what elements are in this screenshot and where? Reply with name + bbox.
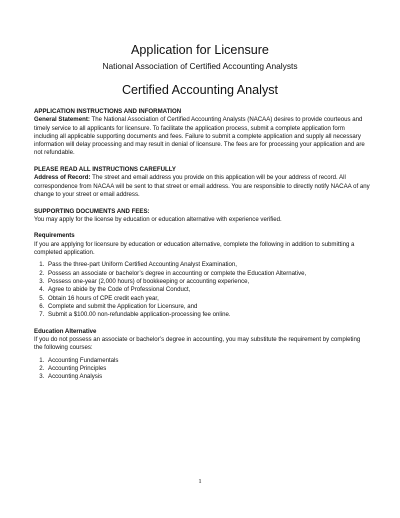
courses-list (34, 357, 370, 382)
list-item: 6. Complete and submit the Application for Licensure, and (46, 303, 370, 311)
list-item: 5. Obtain 16 hours of CPE credit each year, (46, 295, 370, 303)
list-item: 1. Accounting Fundamentals (46, 357, 370, 365)
list-item: 2. Possess an associate or bachelor’s degree in accounting or complete the Education Alternative, (46, 270, 370, 278)
list-item: 1. Pass the three-part Uniform Certified Accounting Analyst Examination, (46, 261, 370, 269)
page-title: Application for Licensure (131, 43, 269, 57)
supporting-heading: SUPPORTING DOCUMENTS AND FEES: (34, 207, 150, 215)
document-body (34, 108, 370, 382)
address-of-record-text: The street and email address you provide on this application will be your address of record. All correspondence from NACAA will be sent to that street or email address. You are responsible to directly notify NACAA of any change to your street or email address. (34, 174, 370, 198)
education-alternative-heading: Education Alternative (34, 327, 97, 335)
supporting-text: You may apply for the license by education or education alternative with experience verified. (34, 215, 282, 223)
requirements-list (34, 261, 370, 319)
read-carefully-heading: PLEASE READ ALL INSTRUCTIONS CAREFULLY (34, 166, 176, 174)
document-name: Certified Accounting Analyst (121, 83, 279, 97)
education-alternative-intro: If you do not possess an associate or bachelor’s degree in accounting, you may substitute the requirement by completing the following courses: (34, 336, 361, 352)
list-item: 7. Submit a $100.00 non-refundable application-processing fee online. (46, 311, 370, 319)
list-item: 2. Accounting Principles (46, 365, 370, 373)
general-statement (34, 116, 370, 157)
general-statement-text: The National Association of Certified Accounting Analysts (NACAA) desires to provide courteous and timely service to all applicants for licensure. To facilitate the application process, submit a complete application form including all applicable supporting documents and fees. Failure to submit a complete application and supply all necessary information will delay processing and may result in denial of licensure. The fees are for processing your application and are not refundable. (34, 116, 365, 157)
page-subtitle: National Association of Certified Accounting Analysts (102, 61, 298, 71)
general-statement-label: General Statement: (34, 116, 90, 124)
address-of-record-label: Address of Record: (34, 174, 91, 182)
requirements-intro: If you are applying for licensure by education or education alternative, complete the following in addition to submitting a completed application. (34, 240, 355, 257)
list-item: 3. Accounting Analysis (46, 373, 370, 381)
list-item: 3. Possess one-year (2,000 hours) of bookkeeping or accounting experience, (46, 278, 370, 286)
page-number: 1 (198, 478, 202, 485)
list-item: 4. Agree to abide by the Code of Professional Conduct, (46, 286, 370, 294)
instructions-heading: APPLICATION INSTRUCTIONS AND INFORMATION (34, 108, 182, 115)
requirements-heading: Requirements (34, 232, 75, 240)
address-of-record (34, 174, 370, 199)
